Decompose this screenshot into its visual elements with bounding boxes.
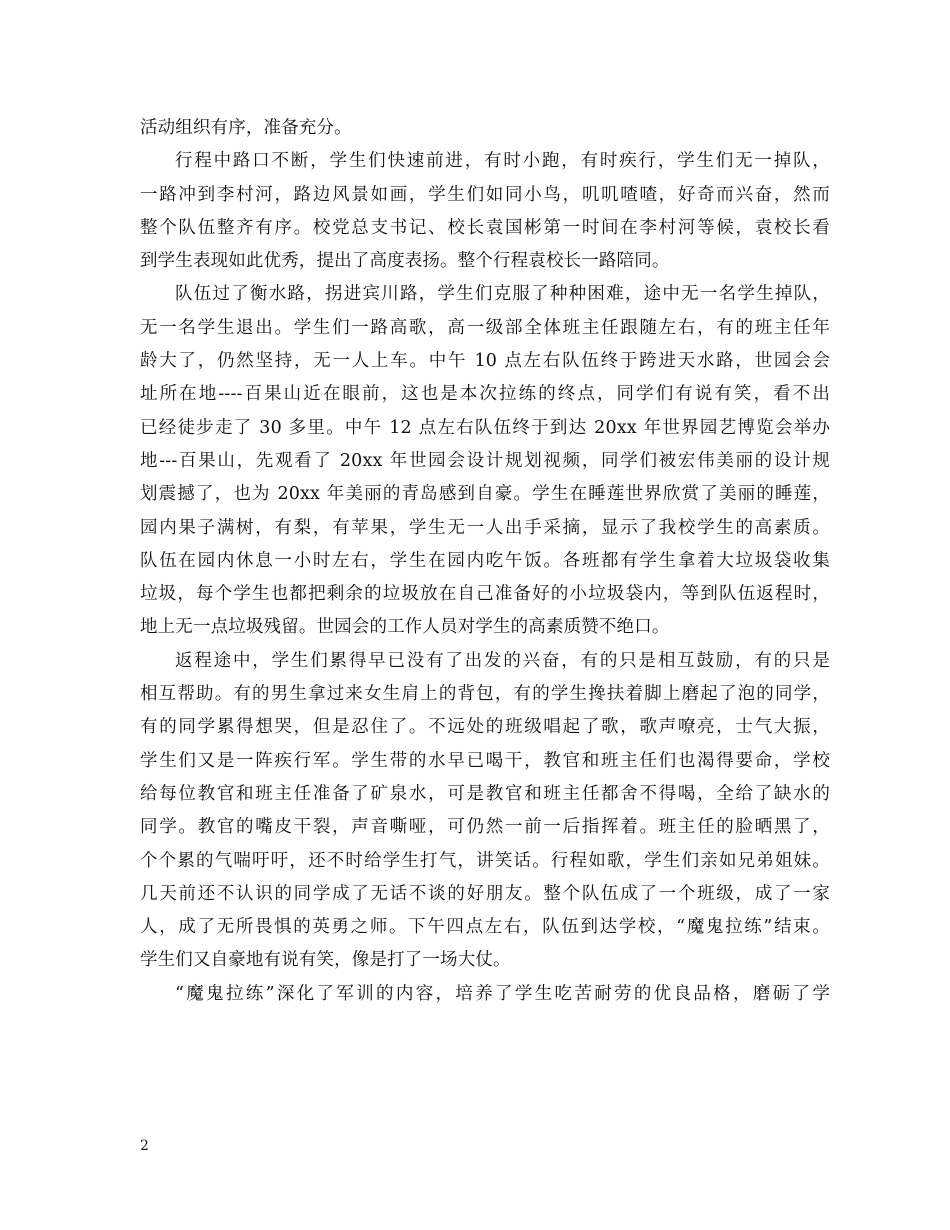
text-line: 活动组织有序，准备充分。 [140,118,352,138]
text-line: 垃圾，每个学生也都把剩余的垃圾放在自己准备好的小垃圾袋内，等到队伍返程时， [140,584,830,605]
text-line: 个个累的气喘吁吁，还不时给学生打气，讲笑话。行程如歌，学生们亲如兄弟姐妹。 [140,850,830,871]
text-line: 地上无一点垃圾残留。世园会的工作人员对学生的高素质赞不绝口。 [140,617,670,638]
text-line: 队伍在园内休息一小时左右，学生在园内吃午饭。各班都有学生拿着大垃圾袋收集 [140,550,830,571]
page-number: 2 [140,1138,149,1154]
text-line: 园内果子满树，有梨，有苹果，学生无一人出手采摘，显示了我校学生的高素质。 [140,517,830,538]
document-body [140,112,830,1011]
text-line: 人，成了无所畏惧的英勇之师。下午四点左右，队伍到达学校，“魔鬼拉练”结束。 [140,917,830,938]
text-line: 一路冲到李村河，路边风景如画，学生们如同小鸟，叽叽喳喳，好奇而兴奋，然而 [140,184,830,205]
paragraph-first-line: 行程中路口不断，学生们快速前进，有时小跑，有时疾行，学生们无一掉队， [175,151,830,172]
text-line: 整个队伍整齐有序。校党总支书记、校长袁国彬第一时间在李村河等候，袁校长看 [140,217,830,238]
text-line: 龄大了，仍然坚持，无一人上车。中午 10 点左右队伍终于跨进天水路，世园会会 [140,351,830,372]
text-line: 几天前还不认识的同学成了无话不谈的好朋友。整个队伍成了一个班级，成了一家 [140,883,830,904]
text-line: 地---百果山，先观看了 20xx 年世园会设计规划视频，同学们被宏伟美丽的设计规 [140,450,830,471]
text-line: 有的同学累得想哭，但是忍住了。不远处的班级唱起了歌，歌声嘹亮，士气大振， [140,717,830,738]
text-line: 无一名学生退出。学生们一路高歌，高一级部全体班主任跟随左右，有的班主任年 [140,317,830,338]
text-line: 址所在地----百果山近在眼前，这也是本次拉练的终点，同学们有说有笑，看不出 [140,384,830,405]
text-line: 同学。教官的嘴皮干裂，声音嘶哑，可仍然一前一后指挥着。班主任的脸晒黑了， [140,817,830,838]
text-line: 已经徒步走了 30 多里。中午 12 点左右队伍终于到达 20xx 年世界园艺博览会举办 [140,417,830,438]
paragraph-first-line: 队伍过了衡水路，拐进宾川路，学生们克服了种种困难，途中无一名学生掉队， [175,284,830,305]
text-line: 到学生表现如此优秀，提出了高度表扬。整个行程袁校长一路陪同。 [140,251,670,272]
text-line: 学生们又自豪地有说有笑，像是打了一场大仗。 [140,950,511,971]
text-line: 划震撼了，也为 20xx 年美丽的青岛感到自豪。学生在睡莲世界欣赏了美丽的睡莲， [140,484,830,505]
text-line: 学生们又是一阵疾行军。学生带的水早已喝干，教官和班主任们也渴得要命，学校 [140,750,830,771]
paragraph-first-line: 返程途中，学生们累得早已没有了出发的兴奋，有的只是相互鼓励，有的只是 [175,650,830,671]
text-line: 相互帮助。有的男生拿过来女生肩上的背包，有的学生搀扶着脚上磨起了泡的同学， [140,684,830,705]
text-line: 给每位教官和班主任准备了矿泉水，可是教官和班主任都舍不得喝，全给了缺水的 [140,783,830,804]
paragraph-first-line: “魔鬼拉练”深化了军训的内容，培养了学生吃苦耐劳的优良品格，磨砺了学 [175,983,830,1004]
